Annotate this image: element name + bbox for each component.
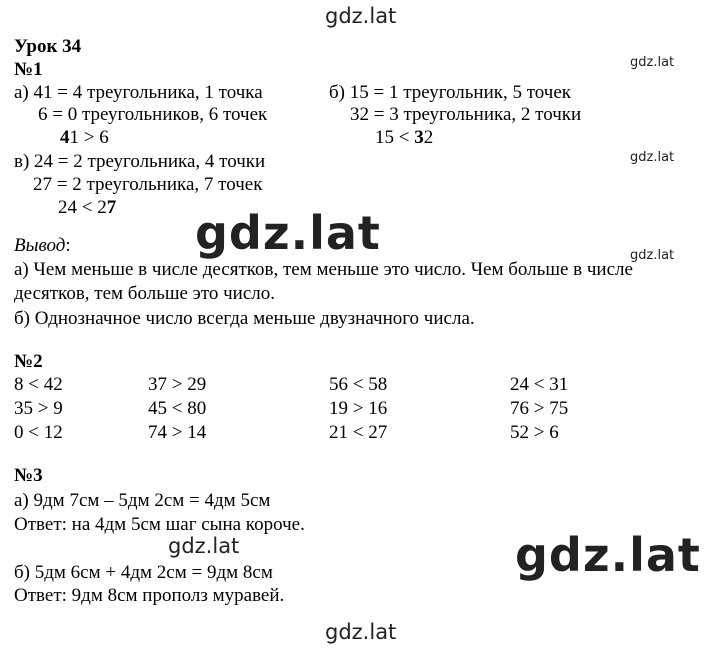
task1-b-line2: 32 = 3 треугольника, 2 точки bbox=[350, 104, 582, 125]
watermark: gdz.lat bbox=[325, 4, 397, 28]
task1-v-line2: 27 = 2 треугольника, 7 точек bbox=[33, 174, 263, 195]
task2-cell: 74 > 14 bbox=[148, 422, 207, 443]
watermark: gdz.lat bbox=[630, 55, 675, 70]
task3-heading: №3 bbox=[14, 465, 43, 486]
task2-cell: 21 < 27 bbox=[329, 422, 388, 443]
watermark: gdz.lat bbox=[630, 150, 675, 165]
task1-b-comparison bbox=[375, 127, 433, 149]
task2-cell: 35 > 9 bbox=[14, 398, 63, 419]
conclusion-label-text: Вывод bbox=[14, 235, 66, 256]
task2-cell: 0 < 12 bbox=[14, 422, 63, 443]
task1-b-cmp-pre: 15 < bbox=[375, 127, 415, 148]
task2-cell: 45 < 80 bbox=[148, 398, 207, 419]
task2-cell: 37 > 29 bbox=[148, 374, 207, 395]
conclusion-colon: : bbox=[65, 235, 71, 256]
task1-a-line2: 6 = 0 треугольников, 6 точек bbox=[38, 104, 268, 125]
task3-a-answer: Ответ: на 4дм 5см шаг сына короче. bbox=[14, 514, 305, 535]
task2-heading: №2 bbox=[14, 351, 43, 372]
task2-cell: 52 > 6 bbox=[510, 422, 559, 443]
task1-b-cmp-rest: 2 bbox=[423, 127, 434, 148]
task3-b-line: б) 5дм 6см + 4дм 2см = 9дм 8см bbox=[14, 562, 273, 583]
task2-cell: 24 < 31 bbox=[510, 374, 569, 395]
task1-a-cmp-bold: 4 bbox=[60, 127, 70, 148]
task2-cell: 76 > 75 bbox=[510, 398, 569, 419]
task3-b-answer: Ответ: 9дм 8см прополз муравей. bbox=[14, 585, 285, 606]
watermark: gdz.lat bbox=[168, 534, 240, 558]
conclusion-a-line2: десятков, тем больше это число. bbox=[14, 283, 276, 304]
task1-v-cmp-pre: 24 < 2 bbox=[58, 197, 107, 218]
task1-v-line1: в) 24 = 2 треугольника, 4 точки bbox=[14, 151, 266, 172]
watermark: gdz.lat bbox=[515, 528, 701, 582]
task2-cell: 8 < 42 bbox=[14, 374, 63, 395]
watermark: gdz.lat bbox=[195, 206, 381, 260]
task2-cell: 19 > 16 bbox=[329, 398, 388, 419]
task1-b-cmp-bold: 3 bbox=[414, 127, 424, 148]
task1-v-cmp-bold: 7 bbox=[106, 197, 117, 218]
conclusion-b-line: б) Однозначное число всегда меньше двузначного числа. bbox=[14, 308, 475, 329]
task2-cell: 56 < 58 bbox=[329, 374, 388, 395]
task1-a-cmp-rest: 1 > 6 bbox=[69, 127, 109, 148]
task3-a-line: а) 9дм 7см – 5дм 2см = 4дм 5см bbox=[14, 490, 271, 511]
task1-v-comparison bbox=[58, 197, 116, 219]
conclusion-a-line1: а) Чем меньше в числе десятков, тем меньше это число. Чем больше в числе bbox=[14, 259, 633, 280]
task1-b-line1: б) 15 = 1 треугольник, 5 точек bbox=[329, 82, 572, 103]
task1-a-line1: а) 41 = 4 треугольника, 1 точка bbox=[14, 82, 263, 103]
conclusion-label bbox=[14, 235, 71, 257]
task1-heading: №1 bbox=[14, 59, 43, 80]
watermark: gdz.lat bbox=[325, 620, 397, 644]
watermark: gdz.lat bbox=[630, 248, 675, 263]
lesson-title: Урок 34 bbox=[14, 36, 82, 57]
task1-a-comparison bbox=[60, 127, 109, 149]
